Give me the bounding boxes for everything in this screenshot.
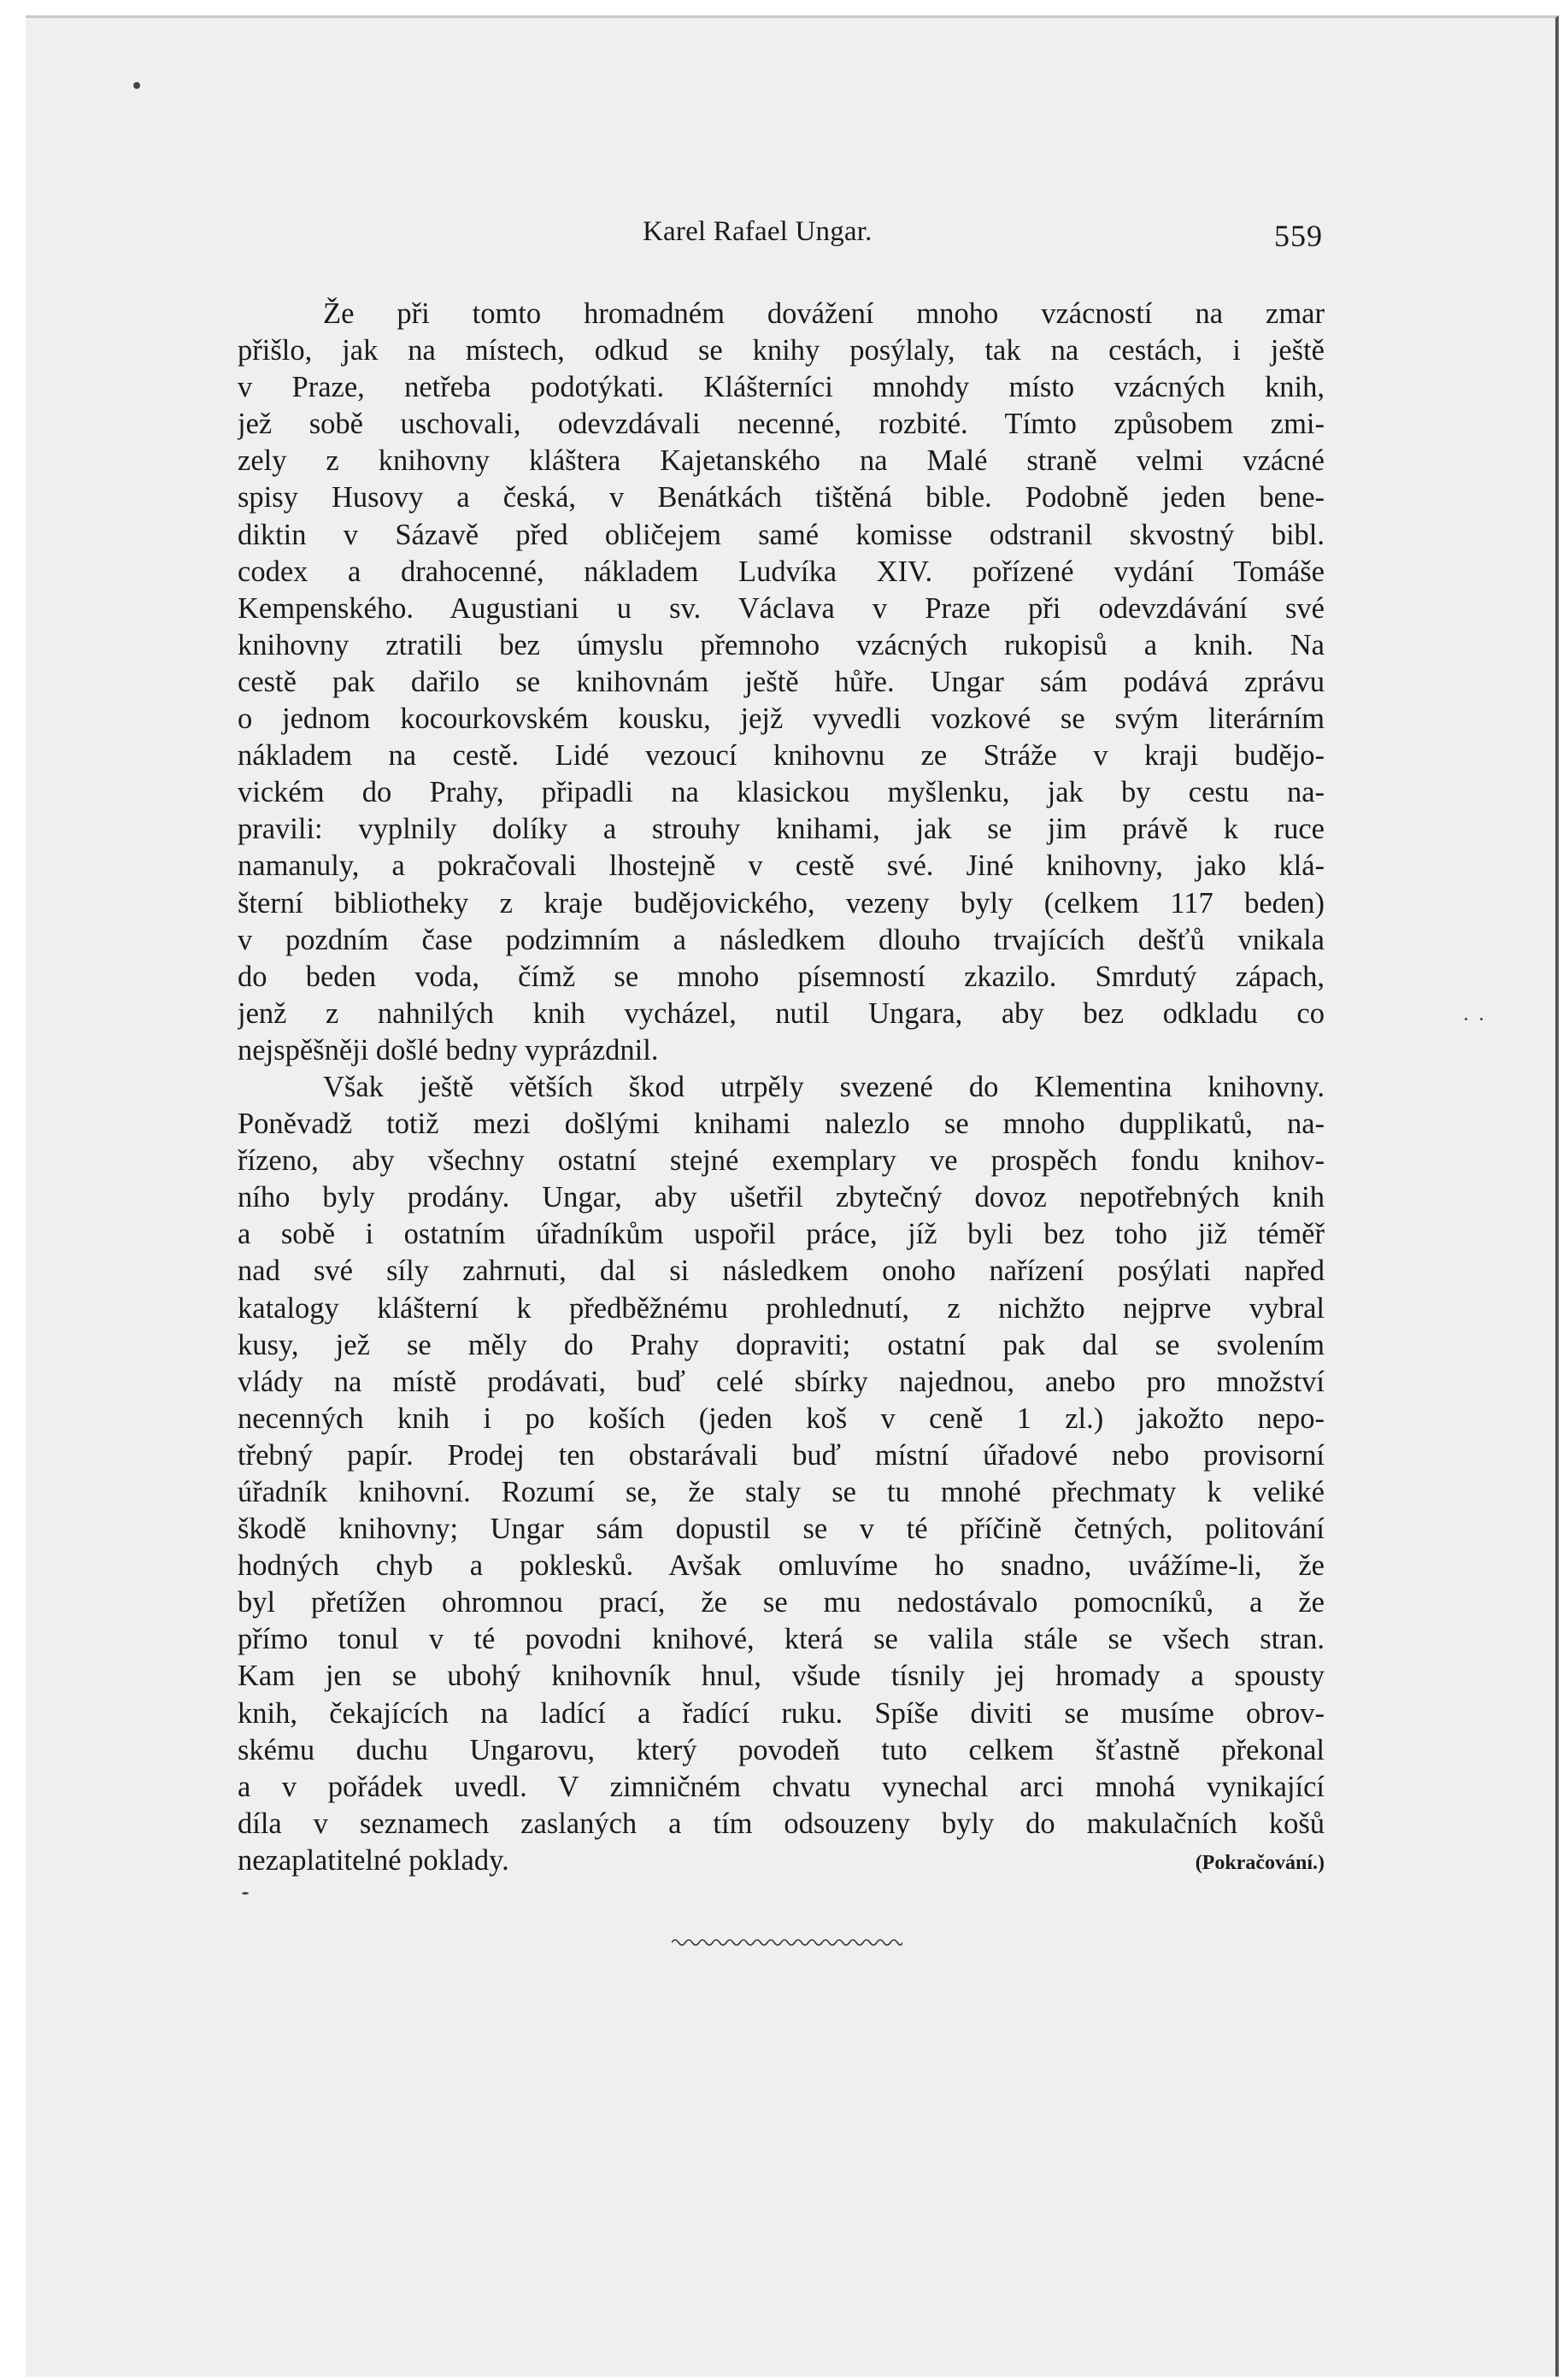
text-line: knih, čekajících na ladící a řadící ruku. Spíše diviti se musíme obrov- [238, 1696, 1325, 1730]
text-line: a v pořádek uvedl. V zimničném chvatu vynechal arci mnohá vynikající [238, 1770, 1325, 1803]
text-line: nejspěšněji došlé bedny vyprázdnil. [238, 1033, 659, 1067]
text-line: Že při tomto hromadném dovážení mnoho vzácností na zmar [323, 297, 1325, 330]
text-line: Však ještě větších škod utrpěly svezené do Klementina knihovny. [323, 1070, 1325, 1103]
body-text [238, 296, 1325, 1879]
running-head: Karel Rafael Ungar. [643, 216, 873, 247]
text-line: vlády na místě prodávati, buď celé sbírky najednou, anebo pro množství [238, 1365, 1325, 1398]
text-line: skému duchu Ungarovu, který povodeň tuto celkem šťastně překonal [238, 1733, 1325, 1766]
text-line: třebný papír. Prodej ten obstarávali buď místní úřadové nebo provisorní [238, 1438, 1325, 1472]
page-sheet [26, 15, 1559, 2377]
text-line: jenž z nahnilých knih vycházel, nutil Ungara, aby bez odkladu co [238, 996, 1325, 1030]
paragraph [238, 296, 1325, 1069]
text-line: necenných knih i po koších (jeden koš v ceně 1 zl.) jakožto nepo- [238, 1402, 1325, 1435]
text-line: do beden voda, čímž se mnoho písemností zkazilo. Smrdutý zápach, [238, 960, 1325, 993]
text-line: přímo tonul v té povodni knihové, která se valila stále se všech stran. [238, 1623, 1325, 1656]
text-line: Kam jen se ubohý knihovník hnul, všude tísnily jej hromady a spousty [238, 1660, 1325, 1693]
margin-speck [242, 1892, 249, 1895]
text-line: namanuly, a pokračovali lhostejně v cestě své. Jiné knihovny, jako klá- [238, 849, 1325, 883]
text-line-content: nezaplatitelné poklady. [238, 1843, 509, 1877]
text-line: codex a drahocenné, nákladem Ludvíka XIV. pořízené vydání Tomáše [238, 555, 1325, 588]
text-line: kusy, jež se měly do Prahy dopraviti; ostatní pak dal se svolením [238, 1328, 1325, 1361]
text-line: šterní bibliotheky z kraje budějovického, vezeny byly (celkem 117 beden) [238, 886, 1325, 920]
margin-speck [1465, 1018, 1467, 1020]
text-line: úřadník knihovní. Rozumí se, že staly se tu mnohé přechmaty k veliké [238, 1476, 1325, 1508]
text-line: zely z knihovny kláštera Kajetanského na Malé straně velmi vzácné [238, 444, 1325, 478]
paragraph [238, 1069, 1325, 1879]
text-line: škodě knihovny; Ungar sám dopustil se v té příčině četných, politování [238, 1513, 1325, 1546]
continued-label: (Pokračování.) [1195, 1851, 1325, 1874]
text-line: v Praze, netřeba podotýkati. Klášterníci mnohdy místo vzácných knih, [238, 371, 1325, 404]
end-ornament [672, 1935, 902, 1950]
text-line: řízeno, aby všechny ostatní stejné exemplary ve prospěch fondu knihov- [238, 1144, 1325, 1178]
margin-speck [133, 82, 140, 89]
text-line: Poněvadž totiž mezi došlými knihami nalezlo se mnoho dupplikatů, na- [238, 1108, 1325, 1141]
text-line: přišlo, jak na místech, odkud se knihy posýlaly, tak na cestách, i ještě [238, 334, 1325, 367]
text-line: cestě pak dařilo se knihovnám ještě hůře. Ungar sám podává zprávu [238, 665, 1325, 698]
text-line: pravili: vyplnily dolíky a strouhy knihami, jak se jim právě k ruce [238, 813, 1325, 846]
text-line: diktin v Sázavě před obličejem samé komisse odstranil skvostný bibl. [238, 518, 1325, 551]
page-header [239, 216, 1323, 259]
text-line: o jednom kocourkovském kousku, jejž vyvedli vozkové se svým literárním [238, 702, 1325, 736]
text-line: byl přetížen ohromnou prací, že se mu nedostávalo pomocníků, a že [238, 1586, 1325, 1619]
text-line: Kempenského. Augustiani u sv. Václava v Praze při odevzdávání své [238, 591, 1325, 625]
text-line: vickém do Prahy, připadli na klasickou myšlenku, jak by cestu na- [238, 776, 1325, 809]
text-line: spisy Husovy a česká, v Benátkách tištěná bible. Podobně jeden bene- [238, 481, 1325, 514]
text-line: knihovny ztratili bez úmyslu přemnoho vzácných rukopisů a knih. Na [238, 628, 1325, 661]
text-line: jež sobě uschovali, odevzdávali necenné, rozbité. Tímto způsobem zmi- [238, 408, 1325, 441]
text-line: katalogy klášterní k předběžnému prohlednutí, z nichžto nejprve vybral [238, 1291, 1325, 1325]
margin-speck [1480, 1018, 1483, 1020]
text-line: díla v seznamech zaslaných a tím odsouzeny byly do makulačních košů [238, 1807, 1325, 1840]
text-line: ního byly prodány. Ungar, aby ušetřil zbytečný dovoz nepotřebných knih [238, 1181, 1325, 1214]
text-line: nad své síly zahrnuti, dal si následkem onoho nařízení posýlati napřed [238, 1255, 1325, 1288]
text-line: nákladem na cestě. Lidé vezoucí knihovnu ze Stráže v kraji budějo- [238, 739, 1325, 773]
text-line [238, 1842, 1325, 1879]
text-line: v pozdním čase podzimním a následkem dlouho trvajících dešťů vnikala [238, 923, 1325, 956]
text-line: a sobě i ostatním úřadníkům uspořil práce, jíž byli bez toho již téměř [238, 1218, 1325, 1251]
text-line: hodných chyb a poklesků. Avšak omluvíme ho snadno, uvážíme-li, že [238, 1549, 1325, 1583]
page-number: 559 [1274, 219, 1323, 253]
